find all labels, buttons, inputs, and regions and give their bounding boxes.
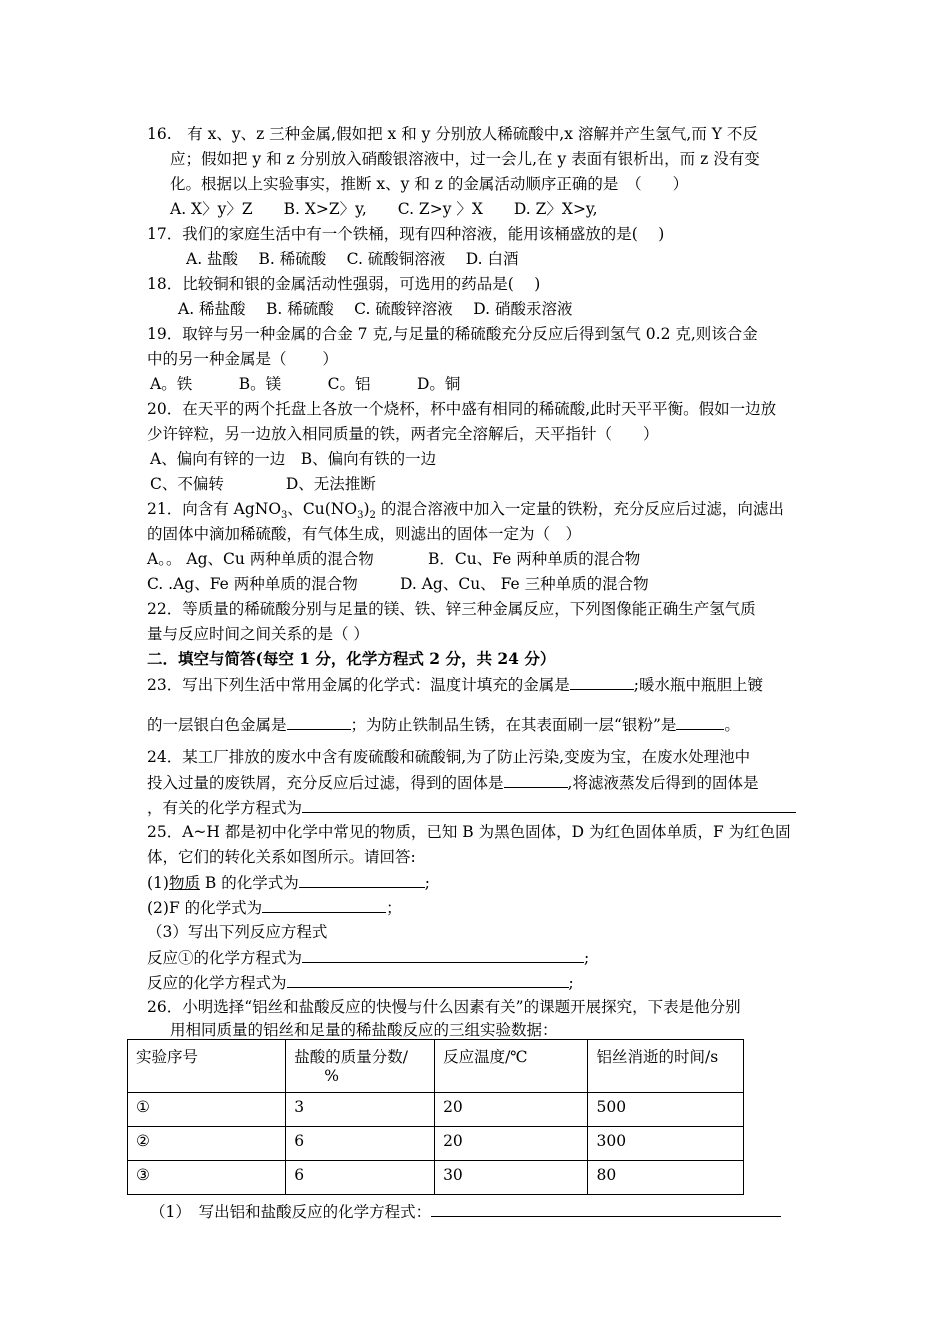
q16-line2: 应；假如把 y 和 z 分别放入硝酸银溶液中，过一会儿,在 y 表面有银析出，而 z 没有变	[170, 150, 760, 168]
q25-reaction2: 反应的化学方程式为 ;	[147, 974, 574, 992]
q26-line2: 用相同质量的铝丝和足量的稀盐酸反应的三组实验数据：	[170, 1021, 558, 1039]
q16-options: A. X〉y〉Z B. X>Z〉y, C. Z>y 〉X D. Z〉X>y,	[170, 200, 598, 218]
q19-options: A。铁 B。镁 C。铝 D。铜	[150, 375, 461, 393]
table-cell: ①	[128, 1093, 286, 1127]
section2-heading: 二．填空与简答(每空 1 分，化学方程式 2 分，共 24 分）	[147, 649, 556, 668]
q20-line2: 少许锌粒，另一边放入相同质量的铁，两者完全溶解后，天平指针（ ）	[147, 425, 659, 443]
table-cell: 80	[588, 1161, 744, 1195]
table-cell: 30	[435, 1161, 588, 1195]
q25-line2: 体，它们的转化关系如图所示。请回答:	[147, 848, 416, 866]
q25-part1: (1)物质 B 的化学式为 ;	[147, 874, 430, 892]
q25-part3: （3）写出下列反应方程式	[147, 923, 328, 941]
q25-blank-reaction2[interactable]	[287, 972, 569, 988]
header-time: 铝丝消逝的时间/s	[588, 1040, 744, 1093]
q22-line1: 22．等质量的稀硫酸分别与足量的镁、铁、锌三种金属反应，下列图像能正确生产氢气质	[147, 600, 756, 618]
q25-blank-b-formula[interactable]	[299, 872, 425, 888]
q26-blank-equation[interactable]	[431, 1201, 781, 1217]
table-cell: 3	[286, 1093, 435, 1127]
table-cell: ③	[128, 1161, 286, 1195]
q17-options: A. 盐酸 B. 稀硫酸 C. 硫酸铜溶液 D. 白酒	[186, 250, 519, 268]
q20-line1: 20．在天平的两个托盘上各放一个烧杯，杯中盛有相同的稀硫酸,此时天平平衡。假如一边放	[147, 400, 777, 418]
q17-stem: 17．我们的家庭生活中有一个铁桶，现有四种溶液，能用该桶盛放的是( )	[147, 225, 665, 243]
q25-blank-reaction1[interactable]	[302, 947, 584, 963]
q24-line2: 投入过量的废铁屑，充分反应后过滤，得到的固体是 ,将滤液蒸发后得到的固体是	[147, 774, 759, 792]
q25-reaction1: 反应①的化学方程式为 ;	[147, 949, 590, 967]
q23-line2: 的一层银白色金属是 ；为防止铁制品生锈，在其表面刷一层“银粉”是 。	[147, 716, 740, 734]
table-row	[128, 1127, 744, 1161]
q20-options-1: A、偏向有锌的一边 B、偏向有铁的一边	[150, 450, 437, 468]
q16-line1: 16. 有 x、y、z 三种金属,假如把 x 和 y 分别放人稀硫酸中,x 溶解并产生氢气,而 Y 不反	[147, 125, 758, 143]
q21-line2: 的固体中滴加稀硫酸，有气体生成，则滤出的固体一定为（ ）	[147, 525, 582, 543]
q21-option-a: A。。 Ag、Cu 两种单质的混合物	[147, 550, 374, 568]
q24-blank-equation[interactable]	[302, 797, 796, 813]
q25-blank-f-formula[interactable]	[262, 897, 386, 913]
header-trial-number: 实验序号	[128, 1040, 286, 1093]
table-cell: 6	[286, 1127, 435, 1161]
q23-line1: 23．写出下列生活中常用金属的化学式：温度计填充的金属是 ;暖水瓶中瓶胆上镀	[147, 676, 763, 694]
q24-line3: ，有关的化学方程式为	[147, 797, 796, 818]
q18-stem: 18．比较铜和银的金属活动性强弱，可选用的药品是( )	[147, 275, 541, 293]
table-header-row	[128, 1040, 744, 1093]
table-row	[128, 1161, 744, 1195]
q21-option-c: C. .Ag、Fe 两种单质的混合物	[147, 575, 358, 593]
q25-line1: 25．A~H 都是初中化学中常见的物质，已知 B 为黑色固体，D 为红色固体单质，F 为红色固	[147, 823, 791, 841]
q24-line1: 24．某工厂排放的废水中含有废硫酸和硫酸铜,为了防止污染,变废为宝，在废水处理池中	[147, 748, 751, 766]
q21-option-b: B．Cu、Fe 两种单质的混合物	[428, 550, 641, 568]
table-row	[128, 1093, 744, 1127]
q23-blank-silver-powder[interactable]	[676, 714, 724, 730]
q16-line3: 化。根据以上实验事实，推断 x、y 和 z 的金属活动顺序正确的是 （ ）	[170, 175, 689, 193]
q25-part2: (2)F 的化学式为 ；	[147, 899, 402, 917]
q23-blank-bottle[interactable]	[287, 714, 351, 730]
header-temperature: 反应温度/℃	[435, 1040, 588, 1093]
table-cell: 500	[588, 1093, 744, 1127]
q20-options-2: C、不偏转 D、无法推断	[150, 475, 376, 493]
table-cell: 300	[588, 1127, 744, 1161]
table-cell: 6	[286, 1161, 435, 1195]
q18-options: A. 稀盐酸 B. 稀硫酸 C. 硫酸锌溶液 D. 硝酸汞溶液	[178, 300, 573, 318]
q26-line1: 26．小明选择“铝丝和盐酸反应的快慢与什么因素有关”的课题开展探究，下表是他分别	[147, 998, 741, 1016]
q26-sub1: （1） 写出铝和盐酸反应的化学方程式：	[150, 1201, 781, 1222]
table-cell: 20	[435, 1127, 588, 1161]
q19-line2: 中的另一种金属是（ ）	[147, 350, 338, 368]
q23-blank-thermometer[interactable]	[570, 674, 634, 690]
table-cell: 20	[435, 1093, 588, 1127]
experiment-table	[127, 1039, 744, 1195]
q19-line1: 19．取锌与另一种金属的合金 7 克,与足量的稀硫酸充分反应后得到氢气 0.2 克,则该合金	[147, 325, 758, 343]
q21-option-d: D. Ag、Cu、 Fe 三种单质的混合物	[400, 575, 649, 593]
table-cell: ②	[128, 1127, 286, 1161]
header-hcl-fraction: 盐酸的质量分数/ %	[286, 1040, 435, 1093]
q21-line1: 21．向含有 AgNO$_3$、$Cu(NO_3)_2$ 的混合溶液中加入一定量的铁粉，充分反应后过滤，向滤出	[147, 500, 784, 522]
q24-blank-solid[interactable]	[504, 772, 568, 788]
q22-line2: 量与反应时间之间关系的是（ ）	[147, 625, 369, 643]
